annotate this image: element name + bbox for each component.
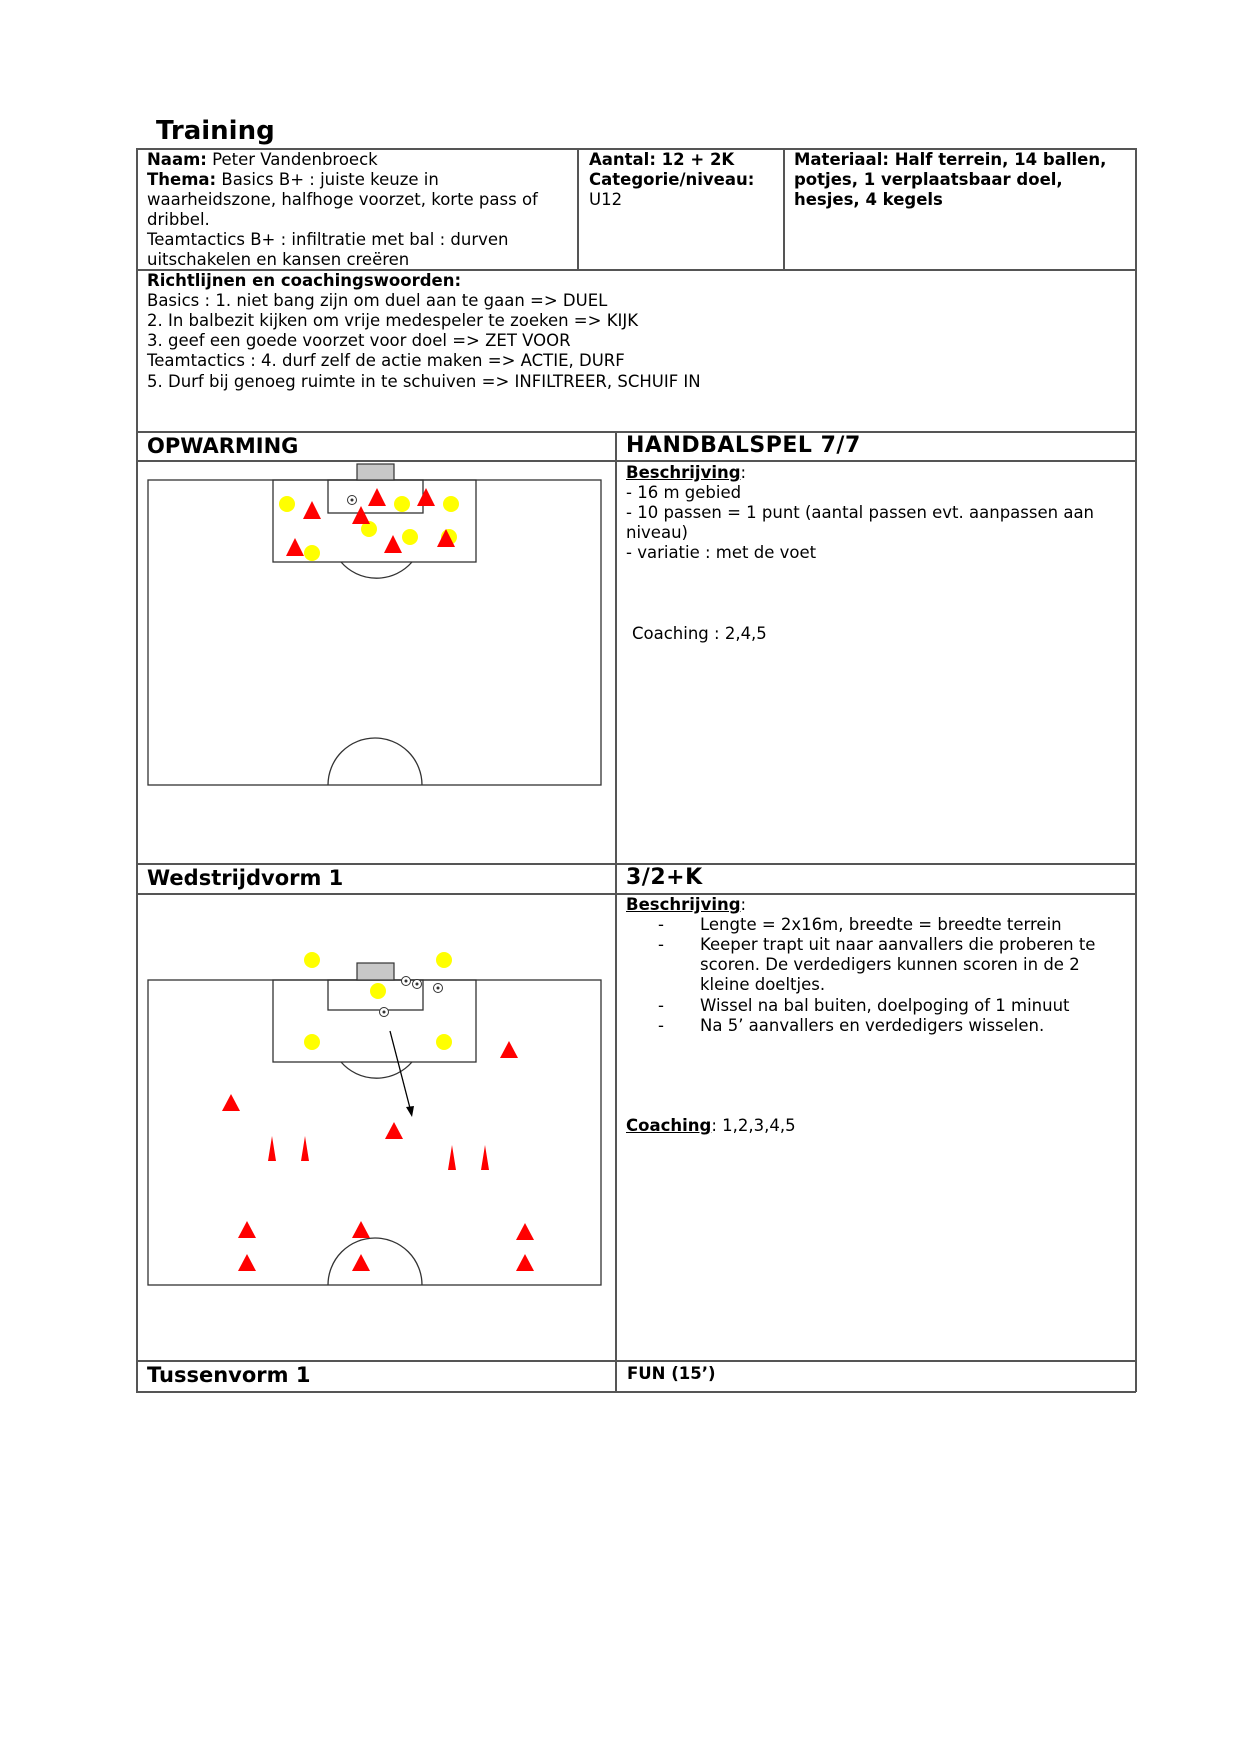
ball-icon bbox=[402, 977, 411, 986]
description-text: Keeper trapt uit naar aanvallers die proberen te bbox=[700, 935, 1096, 954]
small-goal-post bbox=[301, 1136, 309, 1161]
categorie-value: U12 bbox=[589, 190, 623, 209]
small-goal-post bbox=[448, 1145, 456, 1170]
materiaal-line: hesjes, 4 kegels bbox=[794, 190, 943, 209]
cone-red bbox=[516, 1223, 534, 1240]
categorie-label: Categorie/niveau: bbox=[589, 170, 755, 189]
cone-red bbox=[238, 1254, 256, 1271]
colon: : bbox=[740, 895, 747, 914]
thema-text: Basics B+ : juiste keuze in bbox=[216, 170, 439, 189]
section-header-handbalspel: HANDBALSPEL 7/7 bbox=[626, 433, 861, 458]
player-yellow bbox=[436, 1034, 452, 1050]
coaching-text: Coaching : 2,4,5 bbox=[632, 624, 767, 643]
page-title: Training bbox=[156, 116, 275, 146]
description-item: - variatie : met de voet bbox=[626, 543, 817, 562]
naam-value: Peter Vandenbroeck bbox=[206, 150, 378, 169]
richtlijnen-heading: Richtlijnen en coachingswoorden: bbox=[147, 271, 462, 290]
pass-arrow bbox=[390, 1031, 414, 1117]
bullet: - bbox=[658, 935, 664, 954]
small-goal-post bbox=[268, 1136, 276, 1161]
description-text: kleine doeltjes. bbox=[700, 975, 826, 994]
small-goal-post bbox=[481, 1145, 489, 1170]
coaching-label: Coaching bbox=[626, 1116, 712, 1135]
materiaal-line: Materiaal: Half terrein, 14 ballen, bbox=[794, 150, 1107, 169]
ball-icon bbox=[413, 980, 422, 989]
coaching-value: : 1,2,3,4,5 bbox=[711, 1116, 796, 1135]
bullet: - bbox=[658, 1016, 664, 1035]
description-item: niveau) bbox=[626, 523, 688, 542]
goal bbox=[357, 963, 394, 980]
description-text: scoren. De verdedigers kunnen scoren in de 2 bbox=[700, 955, 1080, 974]
thema-text: Teamtactics B+ : infiltratie met bal : durven bbox=[147, 230, 509, 249]
cone-red bbox=[352, 1221, 370, 1238]
thema-text: uitschakelen en kansen creëren bbox=[147, 250, 410, 269]
description-item: - 16 m gebied bbox=[626, 483, 742, 502]
beschrijving-label: Beschrijving bbox=[626, 895, 741, 914]
thema-text: waarheidszone, halfhoge voorzet, korte pass of bbox=[147, 190, 538, 209]
thema-label: Thema: bbox=[147, 170, 217, 189]
section-header-3-2-k: 3/2+K bbox=[626, 865, 703, 890]
bullet: - bbox=[658, 996, 664, 1015]
ball-icon bbox=[380, 1008, 389, 1017]
description-text: Lengte = 2x16m, breedte = breedte terrein bbox=[700, 915, 1062, 934]
cone-red bbox=[385, 1122, 403, 1139]
richtlijn-line: 3. geef een goede voorzet voor doel => ZET VOOR bbox=[147, 331, 571, 350]
section-header-tussenvorm: Tussenvorm 1 bbox=[147, 1363, 311, 1387]
colon: : bbox=[740, 463, 747, 482]
player-yellow bbox=[304, 1034, 320, 1050]
thema-text: dribbel. bbox=[147, 210, 210, 229]
ball-icon bbox=[434, 984, 443, 993]
richtlijn-line: Teamtactics : 4. durf zelf de actie maken => ACTIE, DURF bbox=[147, 351, 625, 370]
description-text: Na 5’ aanvallers en verdedigers wisselen. bbox=[700, 1016, 1045, 1035]
section-header-fun: FUN (15’) bbox=[627, 1364, 716, 1383]
beschrijving-label: Beschrijving bbox=[626, 463, 741, 482]
section-header-opwarming: OPWARMING bbox=[147, 434, 299, 458]
player-yellow bbox=[304, 952, 320, 968]
richtlijn-line: 2. In balbezit kijken om vrije medespeler te zoeken => KIJK bbox=[147, 311, 639, 330]
cone-red bbox=[352, 1254, 370, 1271]
player-yellow bbox=[436, 952, 452, 968]
center-circle-arc bbox=[328, 1238, 422, 1285]
bullet: - bbox=[658, 915, 664, 934]
materiaal-line: potjes, 1 verplaatsbaar doel, bbox=[794, 170, 1063, 189]
description-text: Wissel na bal buiten, doelpoging of 1 minuut bbox=[700, 996, 1070, 1015]
aantal: Aantal: 12 + 2K bbox=[589, 150, 735, 169]
richtlijn-line: 5. Durf bij genoeg ruimte in te schuiven => INFILTREER, SCHUIF IN bbox=[147, 372, 701, 391]
cone-red bbox=[222, 1094, 240, 1111]
cone-red bbox=[238, 1221, 256, 1238]
player-yellow bbox=[370, 983, 386, 999]
naam-label: Naam: bbox=[147, 150, 207, 169]
richtlijn-line: Basics : 1. niet bang zijn om duel aan te gaan => DUEL bbox=[147, 291, 608, 310]
section-header-wedstrijdvorm: Wedstrijdvorm 1 bbox=[147, 866, 344, 890]
description-item: - 10 passen = 1 punt (aantal passen evt. aanpassen aan bbox=[626, 503, 1095, 522]
cone-red bbox=[516, 1254, 534, 1271]
cone-red bbox=[500, 1041, 518, 1058]
